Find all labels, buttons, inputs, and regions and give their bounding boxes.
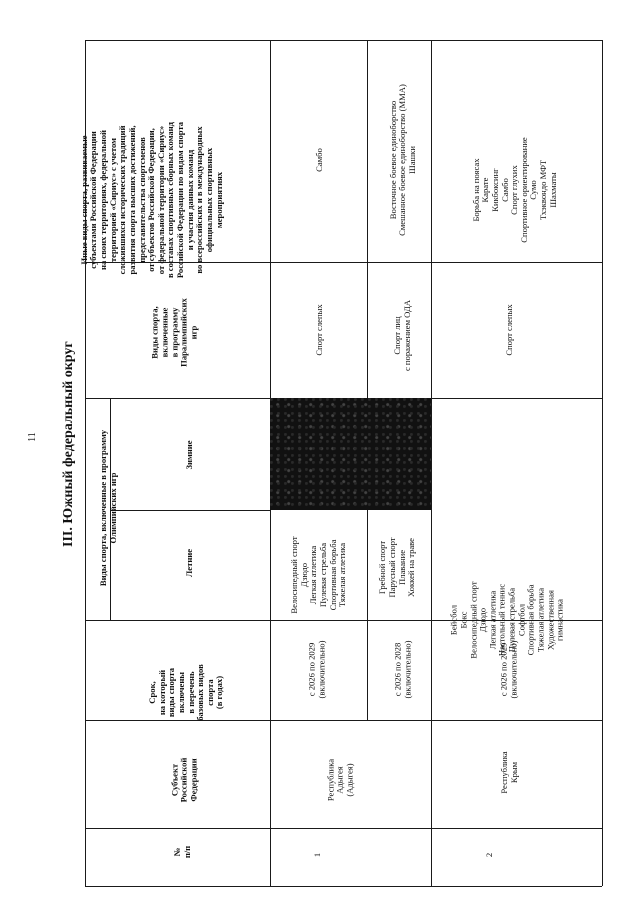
row1b-summer: Гребной спорт Парусный спорт Плавание Хоккей на траве [377,537,417,598]
row1b-other: Восточное боевое единоборство Смешанное боевое единоборство (ММА) Шашки [387,84,417,236]
header-summer: Летние [184,548,195,578]
row1b-term: с 2026 по 2028 (включительно) [392,640,412,699]
row2-subject: Республика Крым [498,751,519,794]
row1a-other: Самбо [314,148,325,172]
header-term: Срок, на который виды спорта включены в перечень базовых видов спорта (в годах) [147,664,225,721]
section-title: III. Южный федеральный округ [61,341,76,547]
header-winter: Зимние [184,440,195,470]
row1a-term: с 2026 по 2029 (включительно) [306,640,326,699]
header-paralympic: Виды спорта, включенные в программу Паралимпийских игр [149,298,199,367]
row1-num: 1 [312,852,323,858]
row2-paralympic: Спорт слепых [504,304,515,356]
header-other: Иные виды спорта, развиваемые субъектами Российской Федерации на своих территориях, федеральной территорией «Сириус» с учетом сложившихся исторических традиций развития спорта высших достижений, представительства спортсменов от субъектов Российской Федерации, от федеральной территории «Сириус» в составах спортивных сборных команд Российской Федерации по видам спорта и участия данных команд во всероссийских и в международных официальных спортивных мероприятиях [78,121,224,279]
row2-term: с 2026 по 2029 (включительно) [498,640,518,699]
row1a-summer: Велосипедный спорт Дзюдо Легкая атлетика Пулевая стрельба Спортивная борьба Тяжелая атлетика [289,536,348,614]
winter-noise-region [270,398,431,510]
row1b-paralympic: Спорт лиц с поражением ОДА [391,299,412,372]
header-num: № п/п [172,845,192,859]
header-olympic-group: Виды спорта, включенные в программу Олимпийских игр [98,429,118,587]
header-subject: Субъект Российской Федерации [169,757,199,803]
table-border-top [85,40,602,41]
row1a-paralympic: Спорт слепых [314,304,325,356]
table-border-bottom [85,886,602,887]
row2-other: Борьба на поясах Карате Кикбоксинг Самбо Спорт глухих Спортивное ориентирование Сумо Тхэквондо МФТ Шахматы [470,137,558,243]
page-number: 11 [27,432,38,442]
table-border-right [602,40,603,886]
row2-summer: Бейсбол Бокс Велосипедный спорт Дзюдо Легкая атлетика Настольный теннис Пулевая стрельба Софтбол Спортивная борьба Тяжелая атлетика Художественная гимнастика [448,581,565,659]
row2-num: 2 [484,852,495,858]
row1-subject: Республика Адыгея (Адыгея) [325,758,355,802]
